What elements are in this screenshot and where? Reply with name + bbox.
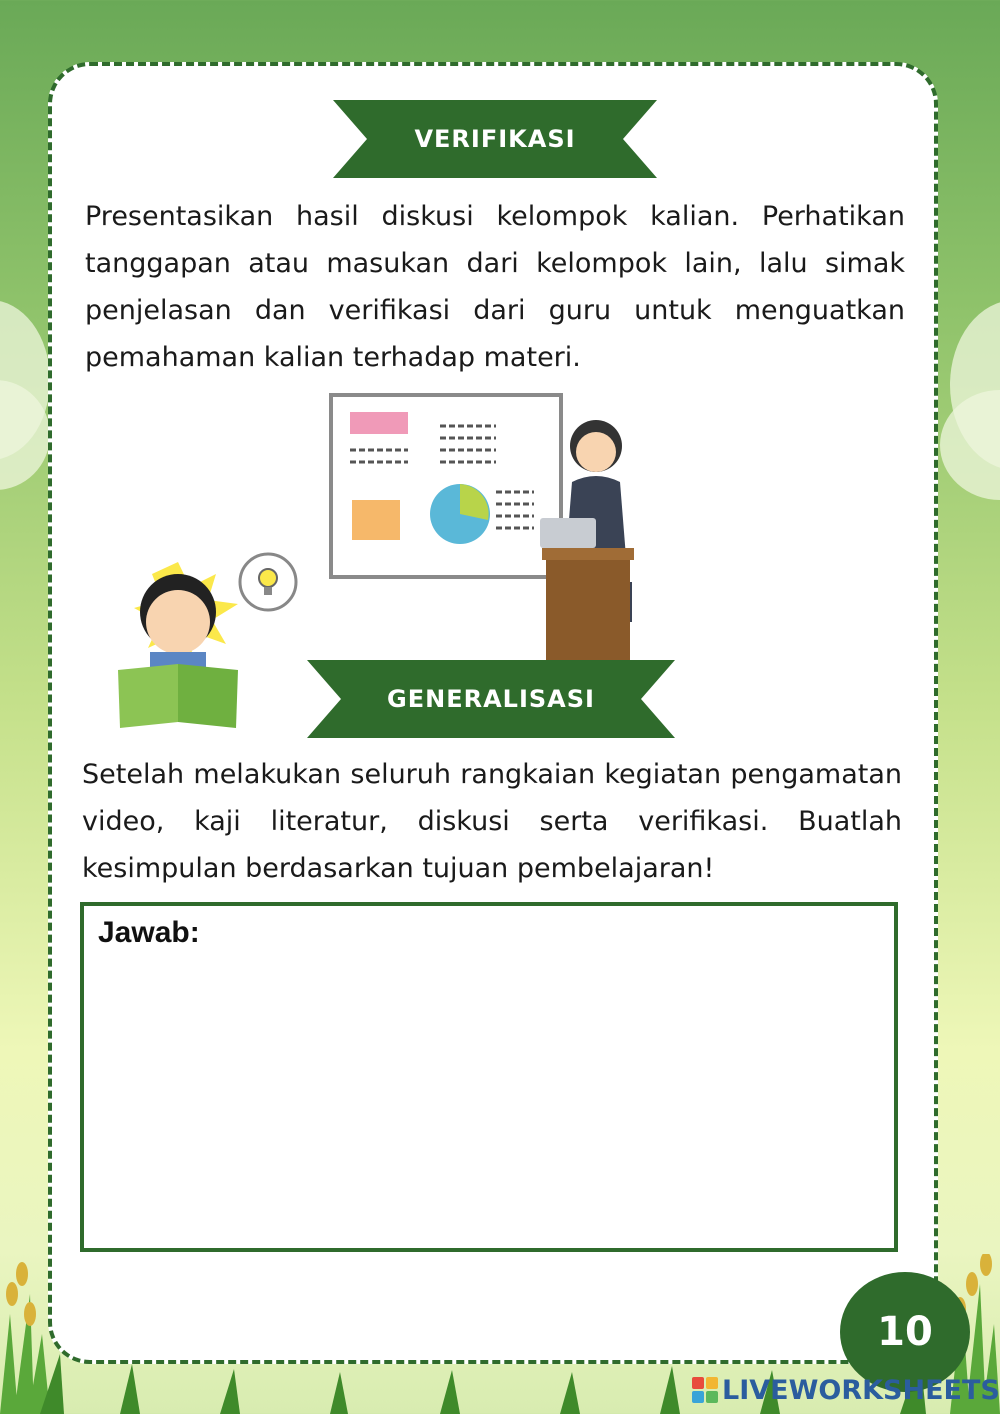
generalisasi-ribbon (307, 660, 675, 738)
generalisasi-title: GENERALISASI (387, 685, 595, 713)
liveworksheets-logo-icon (692, 1377, 718, 1403)
watermark-text: LIVEWORKSHEETS (722, 1374, 1000, 1406)
answer-box (80, 902, 898, 1252)
answer-input[interactable] (96, 960, 882, 1236)
generalisasi-text: Setelah melakukan seluruh rangkaian kegiatan pengamatan video, kaji literatur, diskusi serta verifikasi. Buatlah kesimpulan berdasarkan tujuan pembelajaran! (82, 759, 902, 884)
background-cloud-right-2 (940, 390, 1000, 500)
verifikasi-ribbon (333, 100, 657, 178)
answer-label: Jawab: (98, 916, 200, 949)
page-number: 10 (877, 1309, 933, 1355)
presentation-illustration (328, 392, 668, 662)
verifikasi-text: Presentasikan hasil diskusi kelompok kalian. Perhatikan tanggapan atau masukan dari kelompok lain, lalu simak penjelasan dan verifikasi dari guru untuk menguatkan pemahaman kalian terhadap materi. (85, 201, 905, 373)
verifikasi-title: VERIFIKASI (414, 125, 576, 153)
liveworksheets-watermark[interactable] (692, 1374, 1000, 1406)
student-reading-illustration (98, 552, 308, 732)
